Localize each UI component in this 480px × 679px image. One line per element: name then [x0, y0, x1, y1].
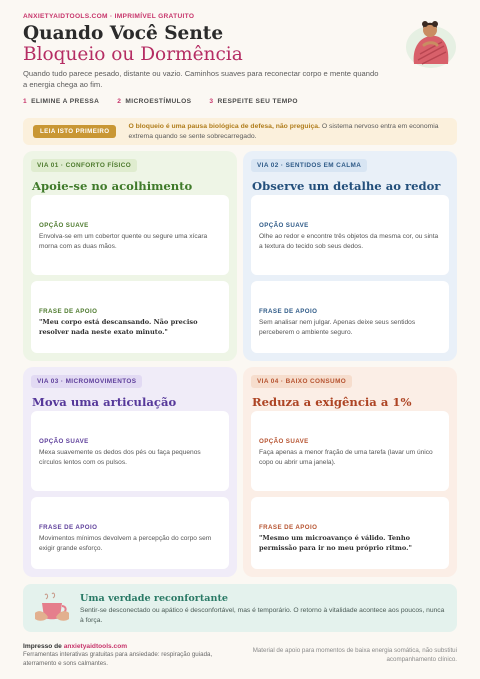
support-box	[251, 497, 449, 569]
footer-tagline: Ferramentas interativas gratuitas para ansiedade: respiração guiada, aterramento e sons calmantes.	[23, 651, 213, 667]
option-label: OPÇÃO SUAVE	[259, 438, 309, 445]
comforting-truth-box	[23, 584, 457, 632]
support-text: "Meu corpo está descansando. Não preciso resolver nada neste exato minuto."	[39, 318, 198, 336]
brand-line: ANXIETYAIDTOOLS.COM · IMPRIMÍVEL GRATUITO	[23, 13, 195, 20]
card-heading: Reduza a exigência a 1%	[252, 395, 412, 409]
card-via-01	[23, 151, 237, 361]
option-box	[251, 195, 449, 275]
support-text: Movimentos mínimos devolvem a percepção do corpo sem exigir grande esforço.	[39, 535, 212, 552]
support-label: FRASE DE APOIO	[39, 524, 98, 531]
option-text: Mexa suavemente os dedos dos pés ou faça pequenos círculos lentos com os pulsos.	[39, 449, 201, 466]
card-via-03	[23, 367, 237, 577]
option-text: Envolva-se em um cobertor quente ou segure uma xícara morna com as duas mãos.	[39, 233, 208, 250]
option-label: OPÇÃO SUAVE	[39, 222, 89, 229]
hands-mug-icon	[33, 591, 71, 625]
footer-left	[23, 643, 243, 668]
steps-row	[23, 98, 298, 105]
site-link[interactable]: anxietyaidtools.com	[63, 643, 128, 650]
page-title: Quando Você Sente	[23, 23, 224, 44]
step-3: 3 RESPEITE SEU TEMPO	[209, 98, 298, 105]
support-box	[31, 281, 229, 353]
option-label: OPÇÃO SUAVE	[39, 438, 89, 445]
card-via-02	[243, 151, 457, 361]
card-tag: VIA 02 · SENTIDOS EM CALMA	[251, 159, 367, 172]
card-tag: VIA 03 · MICROMOVIMENTOS	[31, 375, 142, 388]
page-subtitle: Bloqueio ou Dormência	[23, 44, 243, 65]
support-text: "Mesmo um microavanço é válido. Tenho permissão para ir no meu próprio ritmo."	[259, 534, 412, 552]
read-first-tag: LEIA ISTO PRIMEIRO	[33, 125, 116, 138]
option-box	[31, 411, 229, 491]
support-label: FRASE DE APOIO	[259, 308, 318, 315]
support-label: FRASE DE APOIO	[259, 524, 318, 531]
truth-heading: Uma verdade reconfortante	[80, 593, 228, 604]
step-1: 1 ELIMINE A PRESSA	[23, 98, 100, 105]
step-2: 2 MICROESTÍMULOS	[117, 98, 192, 105]
card-tag: VIA 01 · CONFORTO FÍSICO	[31, 159, 137, 172]
card-heading: Mova uma articulação	[32, 395, 177, 409]
support-text: Sem analisar nem julgar. Apenas deixe seus sentidos perceberem o ambiente seguro.	[259, 319, 416, 336]
intro-text: Quando tudo parece pesado, distante ou vazio. Caminhos suaves para reconectar corpo e mente quando a energia chega ao fim.	[23, 69, 379, 89]
option-label: OPÇÃO SUAVE	[259, 222, 309, 229]
read-first-text: O bloqueio é uma pausa biológica de defesa, não preguiça. O sistema nervoso entra em economia extrema quando se sente sobrecarregado.	[128, 123, 439, 140]
printed-from: Impresso de anxietyaidtools.com	[23, 643, 128, 650]
option-box	[31, 195, 229, 275]
read-first-callout	[23, 118, 457, 145]
truth-text: Sentir-se desconectado ou apático é desconfortável, mas é temporário. O retorno à vitalidade acontece aos poucos, nunca à força.	[80, 607, 445, 624]
card-via-04	[243, 367, 457, 577]
card-heading: Observe um detalhe ao redor	[252, 179, 441, 193]
card-heading: Apoie-se no acolhimento	[32, 179, 193, 193]
page-header	[23, 13, 403, 90]
option-box	[251, 411, 449, 491]
support-box	[31, 497, 229, 569]
card-tag: VIA 04 · BAIXO CONSUMO	[251, 375, 352, 388]
footer-disclaimer: Material de apoio para momentos de baixa energia somática, não substitui acompanhamento clínico.	[252, 647, 457, 663]
option-text: Olhe ao redor e encontre três objetos da mesma cor, ou sinta a textura do tecido sob seus dedos.	[259, 233, 439, 250]
option-text: Faça apenas a menor fração de uma tarefa (lavar um único copo ou abrir uma janela).	[259, 449, 433, 466]
support-label: FRASE DE APOIO	[39, 308, 98, 315]
blanket-person-icon	[402, 14, 458, 70]
support-box	[251, 281, 449, 353]
